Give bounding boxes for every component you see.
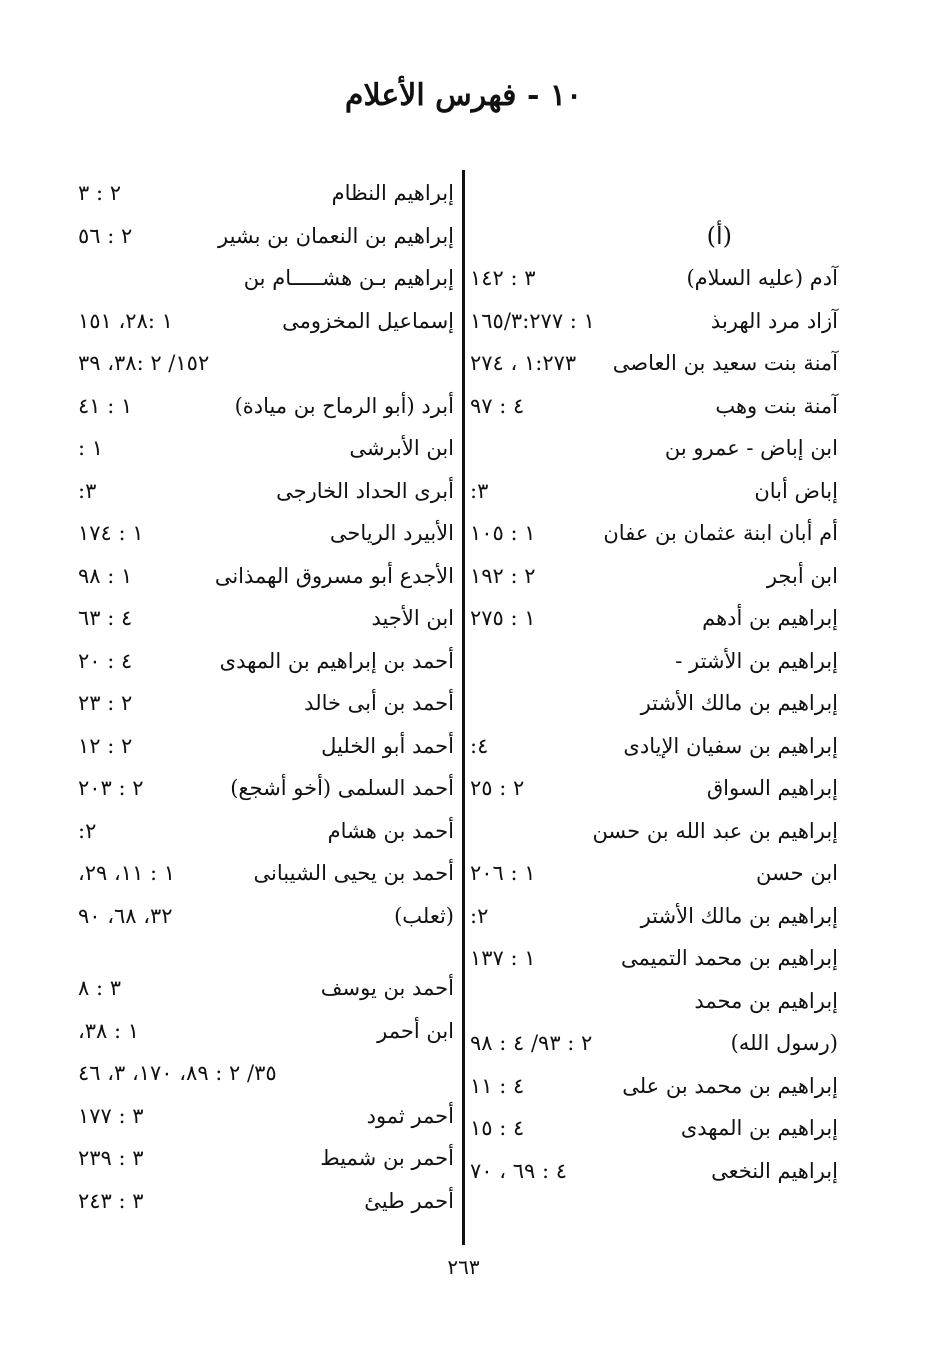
- entry-name: ابن إباض - عمرو بن: [664, 436, 838, 460]
- index-entry: [70, 852, 458, 895]
- entry-reference: ١ : ٩٨: [78, 563, 133, 588]
- index-entry: [470, 597, 842, 640]
- index-entry: [470, 172, 842, 215]
- entry-reference: ١ : ٣٨،: [78, 1018, 140, 1043]
- entry-reference: ٣:: [470, 478, 489, 503]
- index-entry: [470, 895, 842, 938]
- entry-reference: ٢ : ٣: [78, 181, 121, 205]
- entry-reference: ٤ : ٢٠: [78, 648, 133, 673]
- entry-name: الأبيرد الرياحى: [329, 521, 454, 545]
- entry-name: إبراهيم بن محمد: [694, 988, 838, 1013]
- index-entry: [70, 682, 458, 725]
- entry-reference: ٣ : ٨: [78, 976, 121, 1000]
- entry-reference: ١ : ١١، ٢٩،: [78, 861, 176, 885]
- entry-reference: ١٥٢/ ٢ :٣٨، ٣٩: [78, 351, 210, 375]
- entry-name: (رسول الله): [730, 1031, 838, 1055]
- entry-name: أحمد أبو الخليل: [321, 733, 454, 758]
- entry-name: إبراهيم السواق: [706, 776, 838, 800]
- entry-reference: ٢ : ٥٦: [78, 223, 133, 248]
- entry-name: إبراهيم بن محمد التميمى: [620, 946, 838, 970]
- entry-reference: ٢:: [470, 903, 489, 928]
- entry-name: إبراهيم النظام: [331, 181, 454, 205]
- entry-reference: ١ : ٤١: [78, 393, 133, 418]
- entry-reference: ٣ : ٢٤٣: [78, 1188, 144, 1213]
- index-entry: [470, 852, 842, 895]
- index-entry: [70, 640, 458, 683]
- index-entry: [470, 640, 842, 683]
- entry-reference: ٢ : ١٢: [78, 733, 133, 758]
- index-entry: [470, 682, 842, 725]
- entry-reference: ٤ : ٩٧: [470, 393, 525, 418]
- index-entry: [70, 300, 458, 343]
- index-entry: [70, 597, 458, 640]
- entry-name: ابن أحمر: [377, 1018, 454, 1043]
- entry-reference: ١ :: [78, 436, 104, 460]
- entry-name: إبراهيم بن أدهم: [702, 606, 838, 630]
- index-entry: [470, 257, 842, 300]
- entry-reference: ٣ : ١٧٧: [78, 1103, 144, 1128]
- entry-name: أحمد بن يوسف: [320, 976, 454, 1000]
- entry-reference: ٢ : ٩٣/ ٤ : ٩٨: [470, 1031, 593, 1055]
- index-column-left: [70, 172, 458, 1222]
- index-entry: [470, 937, 842, 980]
- entry-name: أحمد السلمى (أخو أشجع): [230, 776, 454, 800]
- entry-reference: ٤:: [470, 733, 489, 758]
- index-entry: [470, 512, 842, 555]
- entry-name: أحمد بن أبى خالد: [304, 691, 454, 715]
- index-entry: [470, 215, 842, 258]
- entry-reference: ٤ : ١٥: [470, 1116, 525, 1140]
- entry-name: إبراهيم بن الأشتر -: [675, 648, 838, 673]
- index-entry: [70, 385, 458, 428]
- index-entry: [70, 512, 458, 555]
- index-entry: [70, 342, 458, 385]
- entry-name: آمنة بنت وهب: [715, 393, 838, 418]
- entry-reference: ٤ : ١١: [470, 1073, 525, 1098]
- entry-name: أحمد بن يحيى الشيبانى: [253, 861, 454, 885]
- entry-name: أبرى الحداد الخارجى: [276, 478, 454, 503]
- entry-name: ابن الأجيد: [371, 606, 454, 630]
- entry-name: إبراهيم بن المهدى: [680, 1116, 838, 1140]
- entry-name: آمنة بنت سعيد بن العاصى: [612, 351, 838, 375]
- page-number: ٢٦٣: [447, 1255, 480, 1279]
- index-entry: [470, 427, 842, 470]
- entry-name: ابن حسن: [755, 861, 838, 885]
- index-entry: [70, 1137, 458, 1180]
- entry-reference: ٣ : ١٤٢: [470, 266, 536, 290]
- entry-name: إبراهيم النخعى: [711, 1158, 838, 1183]
- entry-name: إبراهيم بن النعمان بن بشير: [217, 223, 454, 248]
- index-entry: [470, 767, 842, 810]
- index-entry: [470, 1065, 842, 1108]
- entry-reference: ١ : ٢٠٦: [470, 861, 536, 885]
- entry-name: آزاد مرد الهربذ: [710, 308, 838, 333]
- entry-name: أحمد بن هشام: [327, 818, 454, 843]
- entry-name: أم أبان ابنة عثمان بن عفان: [603, 521, 838, 545]
- index-entry: [470, 1150, 842, 1193]
- index-entry: [70, 215, 458, 258]
- entry-name: أحمر طيئ: [364, 1188, 454, 1213]
- entry-reference: ٤ : ٦٩ ، ٧٠: [470, 1158, 567, 1183]
- entry-name: إباض أبان: [754, 478, 838, 503]
- index-entry: [70, 1095, 458, 1138]
- index-entry: [70, 257, 458, 300]
- index-entry: [470, 470, 842, 513]
- index-entry: [70, 1052, 458, 1095]
- entry-name: إبراهيم بن سفيان الإيادى: [623, 733, 838, 758]
- entry-name: الأجدع أبو مسروق الهمذانى: [214, 563, 454, 588]
- index-entry: [470, 385, 842, 428]
- index-entry: [470, 810, 842, 853]
- index-entry: [70, 937, 458, 967]
- index-entry: [470, 1022, 842, 1065]
- index-entry: [70, 470, 458, 513]
- entry-reference: ١ : ٢٧٥: [470, 606, 536, 630]
- entry-name: إبراهيم بن محمد بن على: [622, 1073, 838, 1098]
- entry-reference: ١ : ١٦٥/٣:٢٧٧: [470, 308, 595, 333]
- index-entry: [470, 980, 842, 1023]
- index-entry: [70, 172, 458, 215]
- entry-reference: ٢ : ٢٥: [470, 776, 525, 800]
- index-entry: [70, 767, 458, 810]
- entry-reference: ٣٢، ٦٨، ٩٠: [78, 903, 173, 928]
- entry-name: ابن الأبرشى: [349, 436, 454, 460]
- index-entry: [70, 1010, 458, 1053]
- entry-reference: ١:٢٧٣ ، ٢٧٤: [470, 351, 577, 375]
- index-entry: [470, 725, 842, 768]
- index-entry: [70, 810, 458, 853]
- entry-reference: ١ :٢٨، ١٥١: [78, 308, 173, 333]
- entry-name: إبراهيم بـن هشـــــام بن: [243, 266, 454, 290]
- entry-reference: ٢ : ٢٣: [78, 691, 133, 715]
- entry-name: ابن أبجر: [766, 563, 838, 588]
- entry-reference: ١ : ١٧٤: [78, 521, 144, 545]
- index-entry: [70, 1180, 458, 1223]
- entry-reference: ٣ : ٢٣٩: [78, 1146, 144, 1170]
- index-entry: [470, 342, 842, 385]
- index-entry: [70, 427, 458, 470]
- entry-name: أحمر بن شميط: [320, 1146, 454, 1170]
- entry-reference: ٢ : ١٩٢: [470, 563, 536, 588]
- entry-name: أحمد بن إبراهيم بن المهدى: [219, 648, 454, 673]
- page-title: ١٠ - فهرس الأعلام: [344, 78, 583, 113]
- entry-reference: ٣٥/ ٢ : ٨٩، ١٧٠، ٣، ٤٦: [78, 1061, 277, 1085]
- column-divider: [462, 170, 465, 1245]
- entry-name: إبراهيم بن مالك الأشتر: [640, 903, 838, 928]
- entry-reference: ٢:: [78, 818, 97, 843]
- index-entry: [70, 967, 458, 1010]
- index-column-right: [470, 172, 842, 1192]
- entry-name: إبراهيم بن عبد الله بن حسن: [592, 818, 838, 843]
- entry-name: أحمر ثمود: [366, 1103, 454, 1128]
- entry-name: أبرد (أبو الرماح بن ميادة): [234, 393, 454, 418]
- entry-name: إسماعيل المخزومى: [282, 308, 454, 333]
- entry-name: إبراهيم بن مالك الأشتر: [640, 691, 838, 715]
- entry-name: آدم (عليه السلام): [686, 266, 838, 290]
- entry-reference: ٢ : ٢٠٣: [78, 776, 144, 800]
- index-entry: [470, 1107, 842, 1150]
- entry-reference: ٤ : ٦٣: [78, 606, 133, 630]
- entry-name: (أ): [706, 221, 732, 250]
- entry-reference: ١ : ١٠٥: [470, 521, 536, 545]
- index-entry: [70, 895, 458, 938]
- entry-reference: ٣:: [78, 478, 97, 503]
- entry-reference: ١ : ١٣٧: [470, 946, 536, 970]
- entry-name: (ثعلب): [394, 903, 454, 928]
- index-entry: [470, 555, 842, 598]
- index-entry: [470, 300, 842, 343]
- index-entry: [70, 725, 458, 768]
- index-entry: [70, 555, 458, 598]
